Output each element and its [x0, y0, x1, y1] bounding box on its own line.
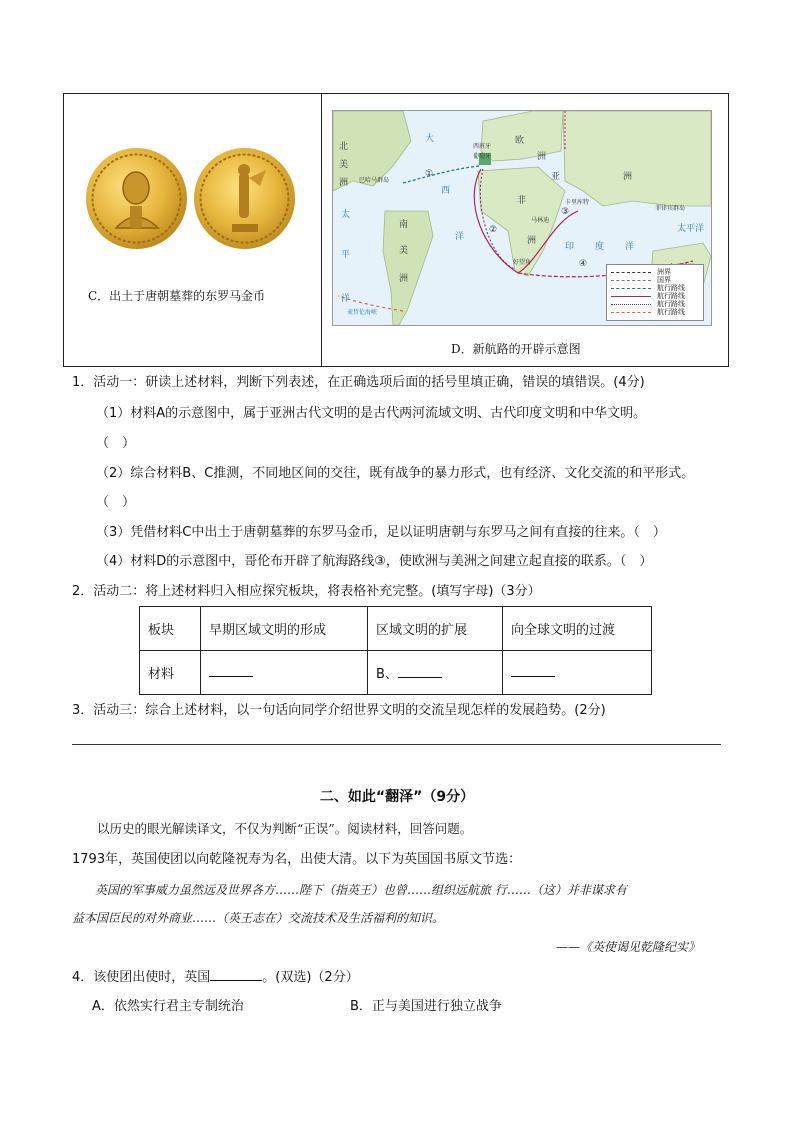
- map-label-south-america-3: 洲: [399, 274, 409, 284]
- map-label-indian-2: 度: [595, 242, 605, 252]
- legend-label: 洲界: [657, 268, 671, 276]
- route-2-marker: ②: [489, 225, 498, 235]
- map-label-north-america-1: 北: [339, 142, 349, 152]
- map-label-asia-2: 洲: [623, 172, 633, 182]
- answer-blank[interactable]: [511, 664, 555, 677]
- legend-label: 航行路线: [657, 292, 685, 300]
- map-label-atlantic-2: 西: [441, 186, 451, 196]
- section-2-intro: 以历史的眼光解读译文，不仅为判断“正误”。阅读材料，回答问题。: [97, 821, 473, 836]
- map-label-indian-3: 洋: [625, 242, 635, 252]
- answer-blank[interactable]: [398, 665, 442, 678]
- map-label-north-america-2: 美: [339, 160, 349, 170]
- map-label-calicut: 卡里库特: [565, 199, 590, 206]
- map-label-cape: 好望角: [513, 259, 532, 266]
- table-header-cell: 区域文明的扩展: [368, 607, 503, 651]
- q2-table: [139, 606, 652, 695]
- figure-divider: [321, 94, 322, 366]
- answer-blank[interactable]: [209, 664, 253, 677]
- route-3-marker: ③: [561, 207, 570, 217]
- map-label-pacific-left-1: 太: [341, 210, 351, 220]
- map-label-atlantic-1: 大: [425, 134, 435, 144]
- table-row: [140, 651, 652, 695]
- q3-answer-line[interactable]: [72, 744, 721, 745]
- map-label-south-america-1: 南: [399, 220, 409, 230]
- quote-line-2: 益本国臣民的对外商业……（英王志在）交流技术及生活福利的知识。: [72, 911, 445, 925]
- map-label-north-america-3: 洲: [339, 178, 349, 188]
- answer-cell-early[interactable]: [201, 651, 368, 695]
- legend-label: 航行路线: [657, 284, 685, 292]
- answer-prefix: B、: [376, 667, 398, 682]
- map-label-magellan-strait: 麦哲伦海峡: [347, 309, 378, 316]
- table-header-cell: 向全球文明的过渡: [503, 607, 652, 651]
- coin-caption: C．出土于唐朝墓葬的东罗马金币: [88, 289, 266, 303]
- map-label-malindi: 马林迪: [531, 217, 550, 224]
- map-label-pacific-right: 太平洋: [677, 224, 705, 234]
- q2-stem: 2．活动二：将上述材料归入相应探究板块，将表格补充完整。(填写字母)（3分）: [72, 584, 541, 599]
- q4-option-a[interactable]: A．依然实行君主专制统治: [92, 999, 244, 1014]
- legend-label: 航行路线: [657, 300, 685, 308]
- table-row: [140, 607, 652, 651]
- q4-stem: [72, 968, 359, 987]
- q1-statement-1: （1）材料A的示意图中，属于亚洲古代文明的是古代两河流域文明、古代印度文明和中华文明。: [96, 406, 647, 421]
- q4-stem-prefix: 4．该使团出使时，英国: [72, 970, 211, 985]
- map-label-portugal: 葡萄牙: [473, 153, 492, 160]
- section-2-context: 1793年，英国使团以向乾隆祝寿为名，出使大清。以下为英国国书原文节选：: [72, 852, 522, 867]
- map-label-europe-2: 洲: [537, 152, 547, 162]
- table-row-label: 材料: [140, 651, 201, 695]
- map-label-africa-2: 洲: [527, 236, 537, 246]
- quote-line-1: 英国的军事威力虽然远及世界各方……陛下（指英王）也曾……组织远航旅 行……（这）并非谋求有: [95, 883, 627, 897]
- q4-answer-blank[interactable]: [210, 968, 262, 981]
- q1-answer-paren-1[interactable]: （ ）: [96, 436, 136, 451]
- q4-option-b[interactable]: B．正与美国进行独立战争: [350, 999, 502, 1014]
- map-label-pacific-left-2: 平: [341, 250, 351, 260]
- map-label-pacific-left-3: 洋: [341, 294, 351, 304]
- map-label-philippines: 菲律宾群岛: [655, 205, 686, 212]
- section-2-title: 二、如此“翻泽”（9分）: [319, 789, 475, 805]
- table-header-cell: 板块: [140, 607, 201, 651]
- map-label-spain: 西班牙: [473, 143, 492, 150]
- map-label-indian-1: 印: [565, 242, 575, 252]
- answer-cell-global[interactable]: [503, 651, 652, 695]
- map-label-europe-1: 欧: [515, 136, 525, 146]
- map-label-south-america-2: 美: [399, 246, 409, 256]
- q1-statement-4: （4）材料D的示意图中，哥伦布开辟了航海路线③，使欧洲与美洲之间建立起直接的联系。（ ）: [96, 554, 653, 569]
- q1-answer-paren-2[interactable]: （ ）: [96, 495, 136, 510]
- map-label-bahamas: 巴哈马群岛: [359, 177, 390, 184]
- legend-label: 国界: [657, 276, 671, 284]
- q1-statement-3: （3）凭借材料C中出土于唐朝墓葬的东罗马金币，足以证明唐朝与东罗马之间有直接的往来。（ ）: [96, 525, 666, 540]
- map-legend: [606, 264, 704, 321]
- table-header-cell: 早期区域文明的形成: [201, 607, 368, 651]
- answer-cell-expansion[interactable]: [368, 651, 503, 695]
- q1-statement-2: （2）综合材料B、C推测，不同地区间的交往，既有战争的暴力形式，也有经济、文化交流的和平形式。: [96, 466, 695, 481]
- route-4-marker: ④: [579, 259, 588, 269]
- legend-label: 航行路线: [657, 308, 685, 316]
- q4-stem-suffix: 。(双选)（2分）: [262, 970, 359, 985]
- q3-stem: 3．活动三：综合上述材料，以一句话向同学介绍世界文明的交流呈现怎样的发展趋势。(2分): [72, 703, 606, 718]
- map-caption: D．新航路的开辟示意图: [451, 342, 581, 356]
- coin-back-image: [194, 148, 295, 249]
- map-label-atlantic-3: 洋: [455, 232, 465, 242]
- route-1-marker: ①: [425, 169, 434, 179]
- map-label-africa-1: 非: [517, 196, 527, 206]
- coin-front-image: [86, 148, 187, 249]
- q1-stem: 1．活动一：研读上述材料，判断下列表述，在正确选项后面的括号里填正确，错误的填错误。(4分): [72, 375, 645, 390]
- map-label-asia-1: 亚: [551, 172, 561, 182]
- quote-source: ——《英使谒见乾隆纪实》: [556, 940, 701, 954]
